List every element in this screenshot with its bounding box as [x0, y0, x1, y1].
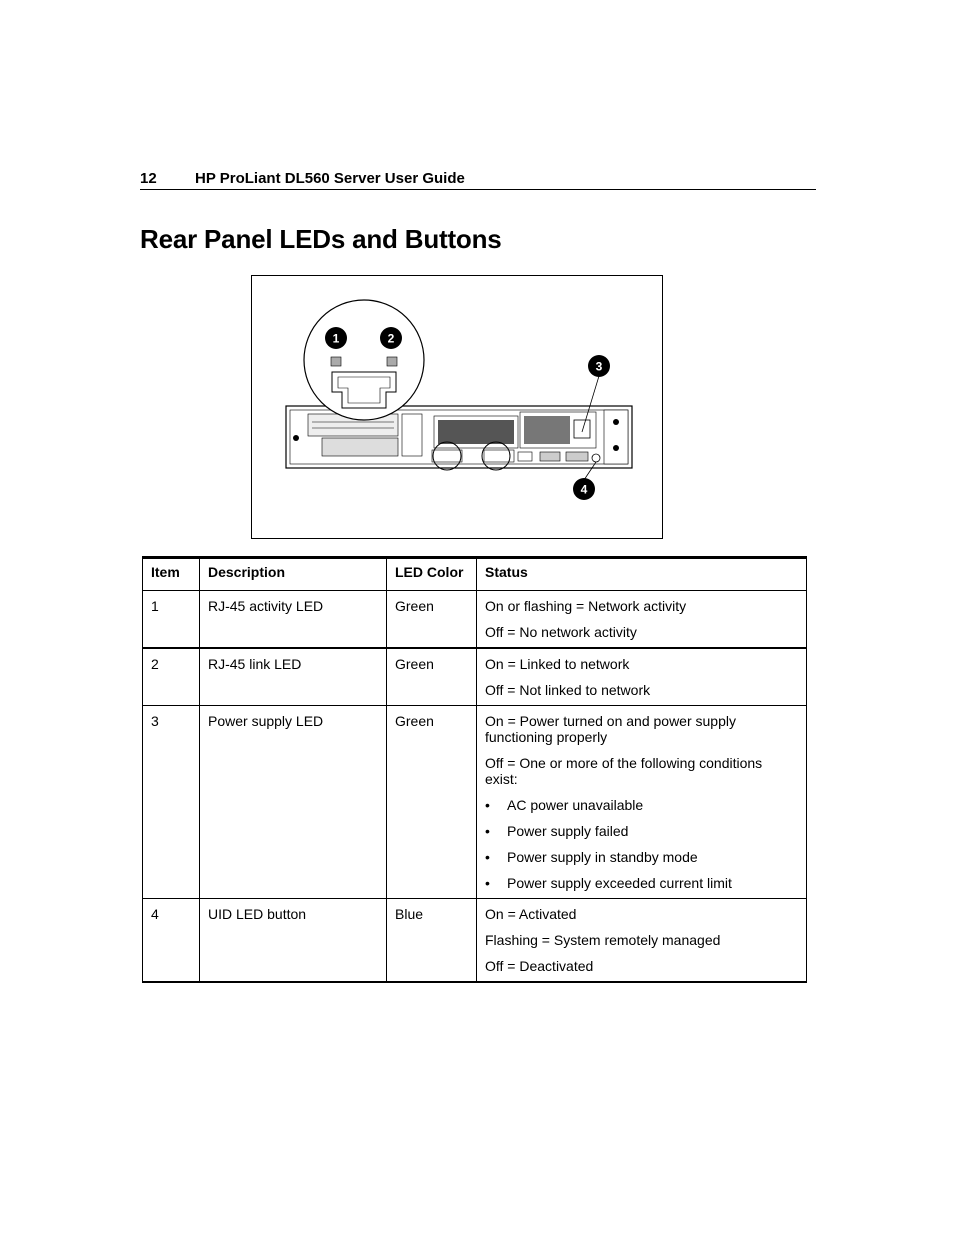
table-row [143, 706, 807, 899]
rear-panel-illustration [252, 276, 662, 538]
status-cell [477, 591, 807, 649]
status-line: On = Activated [485, 906, 577, 922]
header-item: Item [143, 558, 200, 591]
item-cell: 2 [143, 648, 200, 706]
section-title: Rear Panel LEDs and Buttons [140, 224, 502, 254]
svg-text:4: 4 [580, 482, 588, 497]
description-cell: RJ-45 link LED [200, 648, 387, 706]
color-cell: Green [387, 648, 477, 706]
status-cell [477, 899, 807, 983]
item-cell: 1 [143, 591, 200, 649]
callout-3 [588, 355, 610, 377]
bullet-item: • Power supply in standby mode [485, 849, 798, 865]
item-cell: 3 [143, 706, 200, 899]
server-chassis [286, 406, 632, 470]
rj45-magnified-view [304, 300, 424, 420]
item-cell: 4 [143, 899, 200, 983]
status-cell [477, 706, 807, 899]
description-cell: RJ-45 activity LED [200, 591, 387, 649]
status-line: Off = Not linked to network [485, 682, 651, 698]
header-led-color: LED Color [387, 558, 477, 591]
callout-1 [325, 327, 347, 349]
svg-text:3: 3 [595, 359, 603, 374]
bullet-item: • AC power unavailable [485, 797, 798, 813]
rear-panel-figure [251, 275, 663, 539]
status-cell [477, 648, 807, 706]
page-number: 12 [140, 170, 157, 187]
status-line: Off = No network activity [485, 624, 637, 640]
bullet-item: • Power supply exceeded current limit [485, 875, 798, 891]
color-cell: Blue [387, 899, 477, 983]
svg-text:2: 2 [387, 331, 395, 346]
color-cell: Green [387, 591, 477, 649]
table-row [143, 591, 807, 649]
callout-2 [380, 327, 402, 349]
header-description: Description [200, 558, 387, 591]
description-cell: Power supply LED [200, 706, 387, 899]
table-header-row [143, 558, 807, 591]
status-line: On = Linked to network [485, 656, 630, 672]
header-status: Status [477, 558, 807, 591]
status-line: On or flashing = Network activity [485, 598, 687, 614]
status-line: Off = One or more of the following conditions exist: [485, 755, 763, 787]
status-line: Flashing = System remotely managed [485, 932, 721, 948]
table-row [143, 648, 807, 706]
status-line: On = Power turned on and power supply functioning properly [485, 713, 736, 745]
status-line: Off = Deactivated [485, 958, 594, 974]
description-cell: UID LED button [200, 899, 387, 983]
callout-4 [573, 478, 595, 500]
rear-panel-led-table [142, 556, 807, 983]
table-row [143, 899, 807, 983]
bullet-item: • Power supply failed [485, 823, 798, 839]
svg-text:1: 1 [332, 331, 340, 346]
guide-title: HP ProLiant DL560 Server User Guide [195, 170, 465, 187]
color-cell: Green [387, 706, 477, 899]
page-header [140, 168, 816, 190]
